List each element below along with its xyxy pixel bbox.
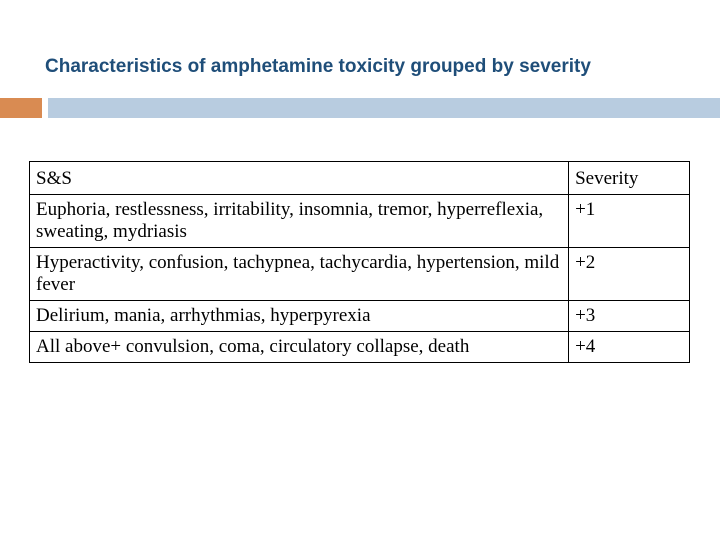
toxicity-table [29,161,690,363]
header-severity: Severity [569,162,690,195]
row-severity: +3 [569,301,690,332]
row-symptoms: Euphoria, restlessness, irritability, insomnia, tremor, hyperreflexia, sweating, mydriasis [30,195,569,248]
accent-bar-orange [0,98,42,118]
table-row [30,195,690,248]
row-severity: +2 [569,248,690,301]
accent-bar-blue [48,98,720,118]
row-severity: +1 [569,195,690,248]
header-ss: S&S [30,162,569,195]
row-symptoms: Hyperactivity, confusion, tachypnea, tachycardia, hypertension, mild fever [30,248,569,301]
row-symptoms: All above+ convulsion, coma, circulatory collapse, death [30,332,569,363]
table-row [30,301,690,332]
row-symptoms: Delirium, mania, arrhythmias, hyperpyrexia [30,301,569,332]
table-row [30,248,690,301]
table-row [30,332,690,363]
table-header-row [30,162,690,195]
slide-title: Characteristics of amphetamine toxicity grouped by severity [45,56,591,77]
row-severity: +4 [569,332,690,363]
